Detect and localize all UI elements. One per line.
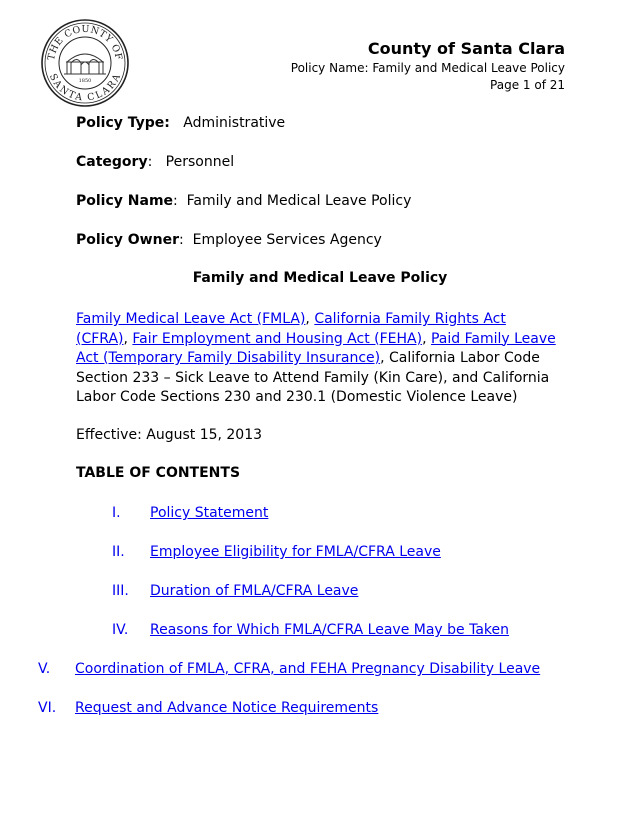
policy-type-value: Administrative [183, 115, 286, 131]
paid-family-leave-link[interactable]: Paid Family Leave Act (Temporary Family Disability Insurance) [76, 330, 556, 366]
county-seal-logo [40, 18, 130, 108]
policy-owner-value: : Employee Services Agency [178, 232, 382, 248]
policy-name-line [76, 193, 411, 209]
toc-heading: TABLE OF CONTENTS [76, 465, 241, 481]
fmla-link[interactable]: Family Medical Leave Act (FMLA) [76, 311, 306, 327]
category-line [76, 154, 234, 170]
cfra-link[interactable]: California Family Rights Act (CFRA) [76, 311, 506, 347]
toc-label: Duration of FMLA/CFRA Leave [150, 583, 359, 599]
policy-type-label: Policy Type: [76, 115, 170, 131]
toc-label: Employee Eligibility for FMLA/CFRA Leave [150, 544, 441, 560]
page-number: Page 1 of 21 [490, 78, 565, 92]
toc-item-duration[interactable] [112, 583, 358, 599]
policy-type-line [76, 115, 285, 131]
toc-label: Coordination of FMLA, CFRA, and FEHA Pregnancy Disability Leave [75, 661, 541, 677]
policy-owner-label: Policy Owner [76, 232, 179, 248]
toc-label: Policy Statement [150, 505, 269, 521]
effective-date: Effective: August 15, 2013 [76, 427, 263, 443]
toc-item-coordination[interactable] [38, 661, 540, 677]
category-value: : Personnel [147, 154, 235, 170]
toc-item-request-notice[interactable] [38, 700, 378, 716]
policy-owner-line [76, 232, 382, 248]
toc-label: Request and Advance Notice Requirements [75, 700, 379, 716]
toc-item-policy-statement[interactable] [112, 505, 268, 521]
separator: , [123, 330, 133, 347]
category-label: Category [76, 154, 148, 170]
toc-number: III. [112, 583, 129, 599]
toc-number: V. [38, 661, 51, 677]
separator: , [305, 311, 315, 327]
svg-text:THE COUNTY OF: THE COUNTY OF [46, 23, 124, 62]
intro-rest-text: , California Labor Code Section 233 – Sick Leave to Attend Family (Kin Care), and California Labor Code Sections 230 and 230.1 (Domestic Violence Leave) [76, 350, 550, 405]
feha-link[interactable]: Fair Employment and Housing Act (FEHA) [132, 330, 423, 347]
organization-name: County of Santa Clara [367, 39, 565, 58]
toc-label: Reasons for Which FMLA/CFRA Leave May be Taken [150, 622, 510, 638]
toc-number: I. [112, 505, 121, 521]
policy-name-label: Policy Name [76, 193, 174, 209]
toc-number: IV. [112, 622, 129, 638]
document-title: Family and Medical Leave Policy [192, 270, 448, 286]
intro-paragraph [76, 310, 556, 408]
svg-text:SANTA CLARA: SANTA CLARA [46, 72, 124, 104]
header-policy-name: Policy Name: Family and Medical Leave Policy [290, 61, 565, 75]
svg-text:1850: 1850 [78, 78, 92, 84]
toc-number: VI. [38, 700, 57, 716]
policy-name-value: : Family and Medical Leave Policy [173, 193, 412, 209]
page-header [291, 38, 565, 94]
toc-item-employee-eligibility[interactable] [112, 544, 441, 560]
toc-number: II. [112, 544, 125, 560]
separator: , [422, 330, 431, 347]
toc-item-reasons[interactable] [112, 622, 509, 638]
